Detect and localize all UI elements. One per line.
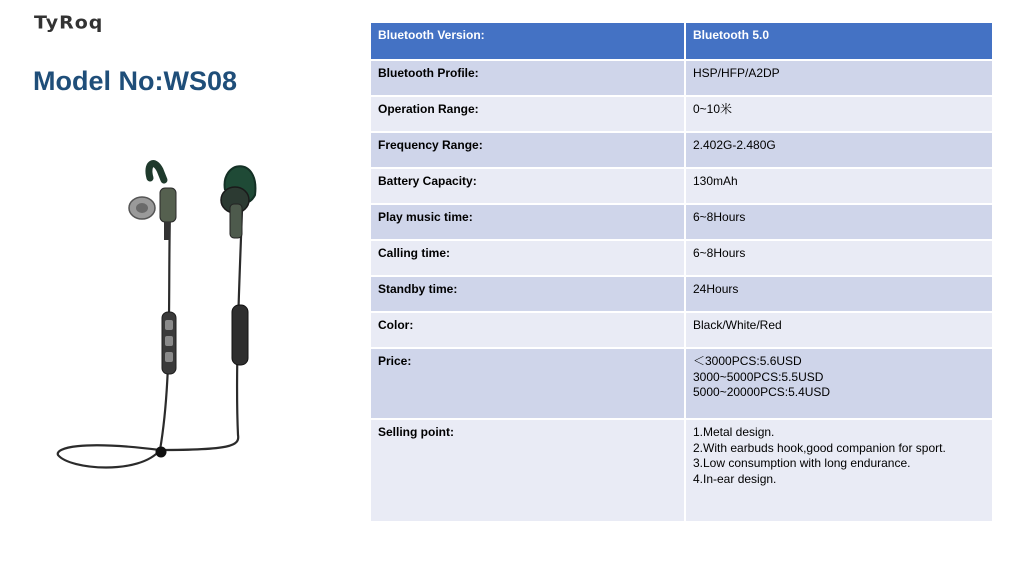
- selling-point-line: 1.Metal design.: [693, 425, 775, 440]
- table-header-row: [370, 22, 993, 60]
- spec-label: Selling point:: [370, 419, 685, 522]
- table-row: [370, 276, 993, 312]
- left-earbud: [129, 164, 176, 240]
- spec-value: [685, 348, 993, 419]
- battery-module: [232, 305, 248, 365]
- table-row: [370, 132, 993, 168]
- spec-label: Bluetooth Version:: [370, 22, 685, 60]
- page-title: Model No:WS08: [33, 66, 238, 96]
- spec-label: Battery Capacity:: [370, 168, 685, 204]
- spec-value: 6~8Hours: [685, 240, 993, 276]
- price-line: ＜3000PCS:5.6USD: [693, 354, 802, 369]
- table-row: [370, 240, 993, 276]
- spec-label: Play music time:: [370, 204, 685, 240]
- spec-label: Bluetooth Profile:: [370, 60, 685, 96]
- selling-point-line: 4.In-ear design.: [693, 471, 777, 486]
- spec-label: Frequency Range:: [370, 132, 685, 168]
- spec-value: 130mAh: [685, 168, 993, 204]
- spec-label: Color:: [370, 312, 685, 348]
- table-row: [370, 204, 993, 240]
- spec-value: [685, 419, 993, 522]
- spec-value: Bluetooth 5.0: [685, 22, 993, 60]
- neckband-cable: [58, 210, 242, 468]
- spec-value: Black/White/Red: [685, 312, 993, 348]
- spec-value: 6~8Hours: [685, 204, 993, 240]
- selling-point-line: 2.With earbuds hook,good companion for sport.: [693, 440, 946, 455]
- brand-logo: TyRoq: [34, 12, 104, 34]
- selling-point-line: 3.Low consumption with long endurance.: [693, 456, 911, 471]
- cable-clip: [156, 447, 167, 458]
- spec-label: Operation Range:: [370, 96, 685, 132]
- price-line: 5000~20000PCS:5.4USD: [693, 385, 831, 400]
- table-row: [370, 96, 993, 132]
- table-row: [370, 168, 993, 204]
- product-image: [50, 150, 330, 480]
- table-row: [370, 348, 993, 419]
- right-earbud: [221, 166, 255, 238]
- spec-table: [369, 21, 994, 523]
- spec-label: Standby time:: [370, 276, 685, 312]
- spec-value: 2.402G-2.480G: [685, 132, 993, 168]
- spec-label: Price:: [370, 348, 685, 419]
- spec-value: HSP/HFP/A2DP: [685, 60, 993, 96]
- price-line: 3000~5000PCS:5.5USD: [693, 369, 824, 384]
- spec-value: 24Hours: [685, 276, 993, 312]
- spec-label: Calling time:: [370, 240, 685, 276]
- inline-remote: [162, 312, 176, 374]
- table-row: [370, 60, 993, 96]
- spec-value: 0~10米: [685, 96, 993, 132]
- table-row: [370, 312, 993, 348]
- table-row: [370, 419, 993, 522]
